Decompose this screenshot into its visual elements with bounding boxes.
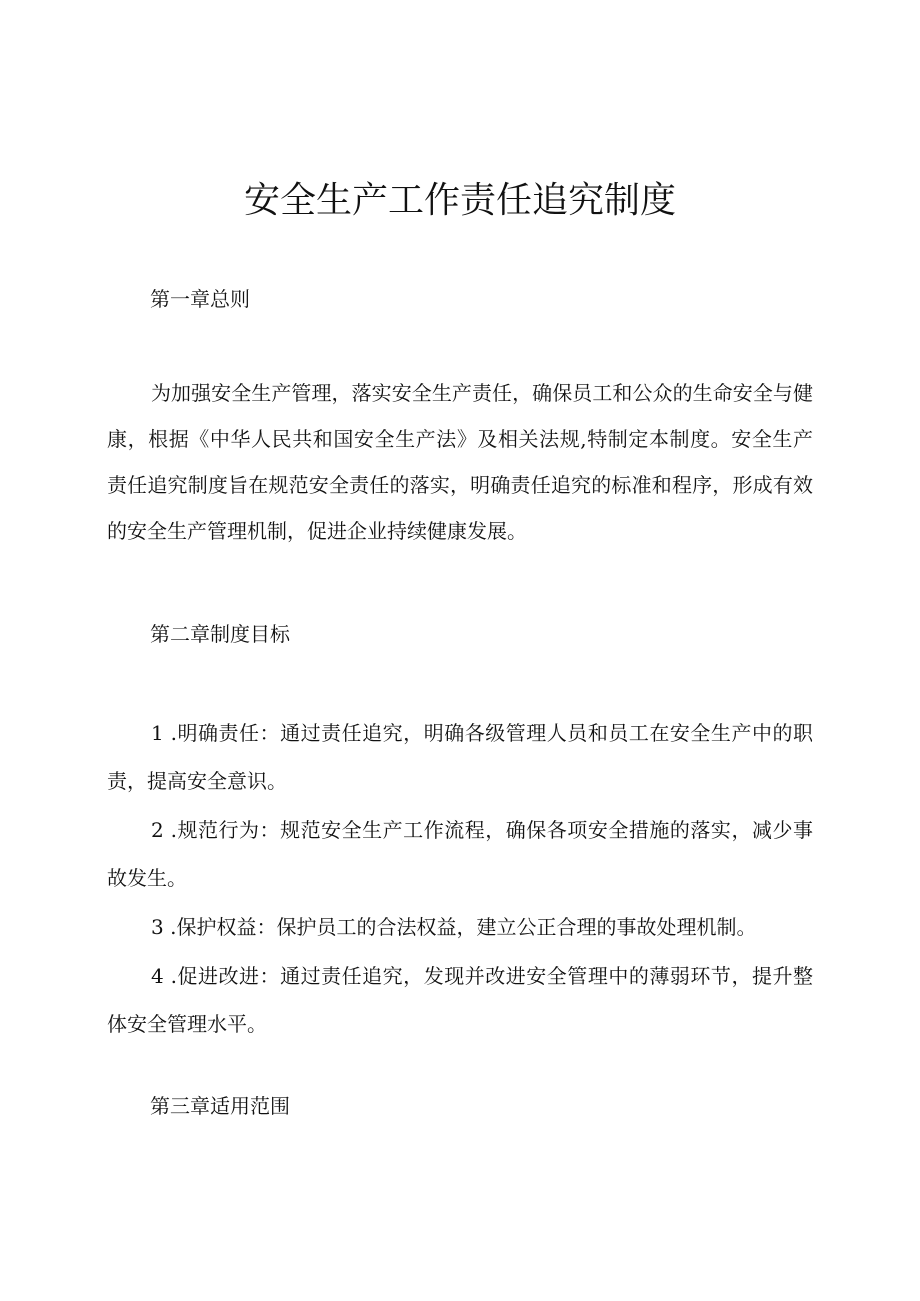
chapter-heading: 第三章适用范围 bbox=[150, 1094, 290, 1118]
list-item-text: .规范行为：规范安全生产工作流程，确保各项安全措施的落实，减少事故发生。 bbox=[107, 818, 813, 890]
list-item-number: 1 bbox=[151, 721, 164, 745]
list-item-text: .保护权益：保护员工的合法权益，建立公正合理的事故处理机制。 bbox=[170, 915, 757, 939]
list-item bbox=[107, 709, 813, 805]
list-item-text: .促进改进：通过责任追究，发现并改进安全管理中的薄弱环节，提升整体安全管理水平。 bbox=[107, 964, 813, 1036]
paragraph: 为加强安全生产管理，落实安全生产责任，确保员工和公众的生命安全与健康，根据《中华人民共和国安全生产法》及相关法规,特制定本制度。安全生产责任追究制度旨在规范安全责任的落实，明确责任追究的标准和程序，形成有效的安全生产管理机制，促进企业持续健康发展。 bbox=[107, 381, 813, 543]
list-item-number: 3 bbox=[151, 915, 164, 939]
list-item bbox=[107, 903, 813, 951]
chapter-heading: 第一章总则 bbox=[150, 287, 250, 311]
list-item-number: 4 bbox=[151, 964, 164, 988]
list-item bbox=[107, 806, 813, 902]
list-item-text: .明确责任：通过责任追究，明确各级管理人员和员工在安全生产中的职责，提高安全意识。 bbox=[107, 721, 813, 793]
document-title: 安全生产工作责任追究制度 bbox=[243, 180, 676, 221]
list-item-number: 2 bbox=[151, 818, 164, 842]
chapter-heading: 第二章制度目标 bbox=[150, 622, 290, 646]
list-item bbox=[107, 952, 813, 1048]
